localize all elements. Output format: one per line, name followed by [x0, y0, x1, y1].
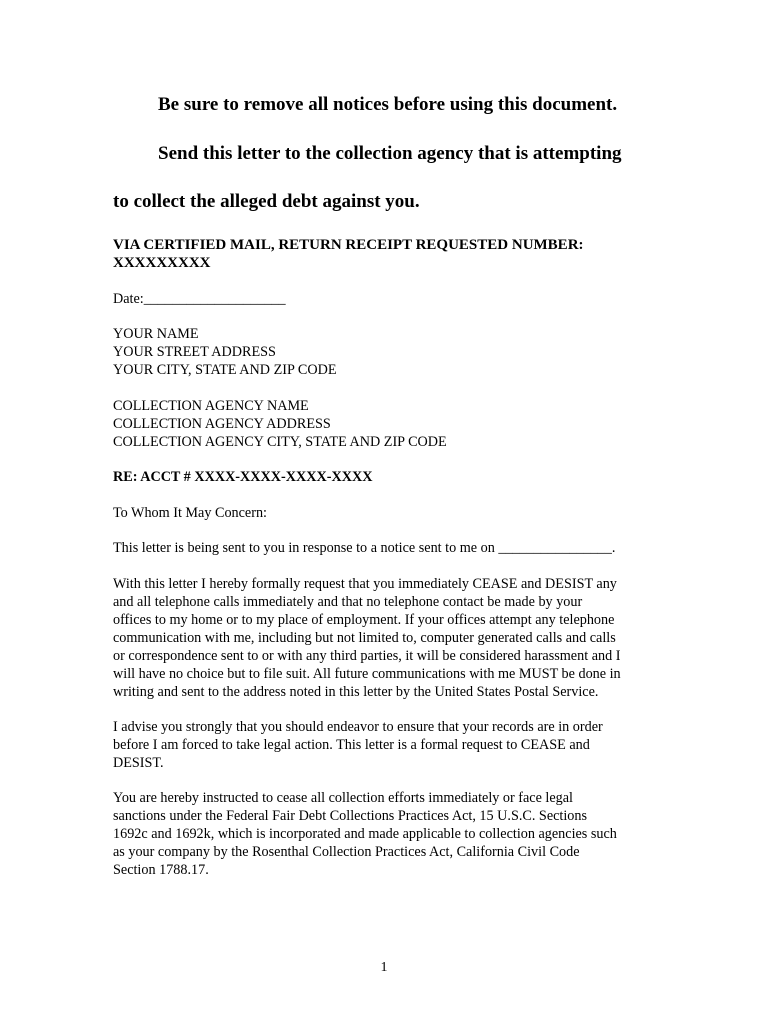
paragraph-line: as your company by the Rosenthal Collection Practices Act, California Civil Code [113, 844, 580, 860]
paragraph-line: will have no choice but to file suit. All future communications with me MUST be done in [113, 666, 621, 682]
certified-mail-header [113, 236, 653, 272]
re-account-line: RE: ACCT # XXXX-XXXX-XXXX-XXXX [113, 469, 373, 485]
paragraph-line: communication with me, including but not limited to, computer generated calls and calls [113, 630, 616, 646]
date-line: Date:____________________ [113, 291, 286, 307]
paragraph-records-warning [113, 718, 653, 772]
sender-street: YOUR STREET ADDRESS [113, 344, 276, 360]
notice-send-letter: Send this letter to the collection agency that is attempting [158, 143, 622, 164]
notice-collect-debt: to collect the alleged debt against you. [113, 191, 420, 212]
paragraph-line: DESIST. [113, 755, 164, 771]
paragraph-line: You are hereby instructed to cease all collection efforts immediately or face legal [113, 790, 573, 806]
receipt-number: XXXXXXXXX [113, 255, 211, 271]
salutation: To Whom It May Concern: [113, 505, 267, 521]
paragraph-line: 1692c and 1692k, which is incorporated and made applicable to collection agencies such [113, 826, 617, 842]
paragraph-line: and all telephone calls immediately and that no telephone contact be made by your [113, 594, 583, 610]
recipient-address-block [113, 397, 653, 451]
paragraph-line: sanctions under the Federal Fair Debt Collections Practices Act, 15 U.S.C. Sections [113, 808, 588, 824]
recipient-address: COLLECTION AGENCY ADDRESS [113, 416, 331, 432]
page-number: 1 [380, 960, 388, 975]
paragraph-line: before I am forced to take legal action. This letter is a formal request to CEASE and [113, 737, 590, 753]
paragraph-line: With this letter I hereby formally request that you immediately CEASE and DESIST any [113, 576, 617, 592]
sender-name: YOUR NAME [113, 326, 199, 342]
sender-address-block [113, 325, 653, 379]
paragraph-line: writing and sent to the address noted in this letter by the United States Postal Service. [113, 684, 599, 700]
paragraph-legal-sanctions [113, 789, 653, 879]
sender-city: YOUR CITY, STATE AND ZIP CODE [113, 362, 337, 378]
paragraph-line: I advise you strongly that you should endeavor to ensure that your records are in order [113, 719, 603, 735]
recipient-name: COLLECTION AGENCY NAME [113, 398, 309, 414]
paragraph-line: offices to my home or to my place of employment. If your offices attempt any telephone [113, 612, 615, 628]
paragraph-cease-desist-calls [113, 575, 653, 701]
notice-remove-notices: Be sure to remove all notices before using this document. [158, 94, 618, 115]
paragraph-response-notice: This letter is being sent to you in response to a notice sent to me on ________________. [113, 540, 616, 556]
recipient-city: COLLECTION AGENCY CITY, STATE AND ZIP CODE [113, 434, 447, 450]
paragraph-line: or correspondence sent to or with any third parties, it will be considered harassment and I [113, 648, 621, 664]
paragraph-line: Section 1788.17. [113, 862, 209, 878]
certified-mail-line: VIA CERTIFIED MAIL, RETURN RECEIPT REQUESTED NUMBER: [113, 237, 584, 253]
